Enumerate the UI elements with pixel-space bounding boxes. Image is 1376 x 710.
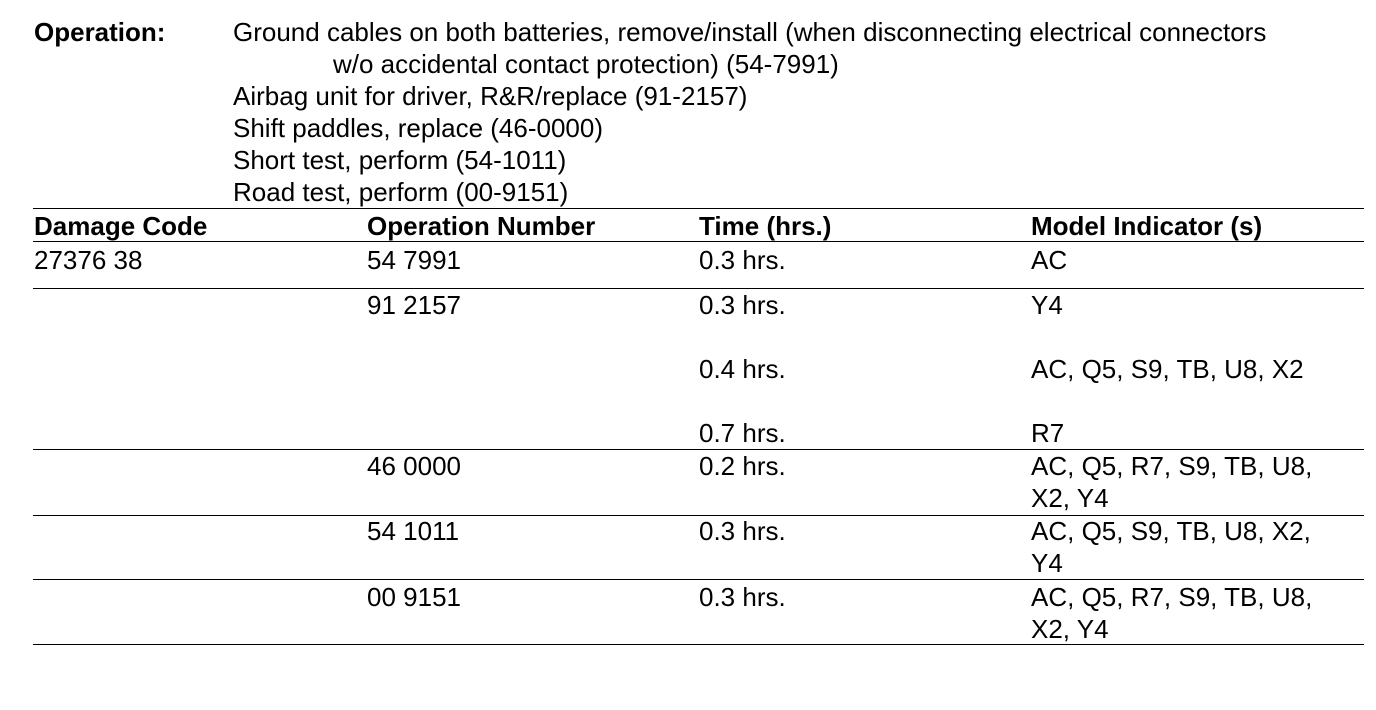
operation-number-value: 91 2157 [367, 290, 461, 320]
time-value: 0.4 hrs. [699, 354, 786, 384]
operation-line: Ground cables on both batteries, remove/install (when disconnecting electrical connectors [233, 17, 1267, 47]
model-indicator-value-continued: X2, Y4 [1031, 614, 1109, 644]
operation-list [233, 16, 1353, 208]
table-top-rule [33, 208, 1364, 209]
time-value: 0.7 hrs. [699, 418, 786, 448]
time-value: 0.3 hrs. [699, 290, 786, 320]
operation-line: Shift paddles, replace (46-0000) [233, 113, 604, 143]
operation-line: Airbag unit for driver, R&R/replace (91-2157) [233, 81, 748, 111]
header-damage-code: Damage Code [34, 211, 208, 241]
operation-number-value: 54 7991 [367, 245, 461, 275]
header-time: Time (hrs.) [699, 211, 832, 241]
model-indicator-value: AC, Q5, R7, S9, TB, U8, [1031, 582, 1313, 612]
model-indicator-value: AC, Q5, S9, TB, U8, X2 [1031, 354, 1304, 384]
damage-code-value: 27376 38 [34, 245, 143, 275]
time-value: 0.3 hrs. [699, 582, 786, 612]
operation-line-continuation: w/o accidental contact protection) (54-7991) [333, 49, 839, 79]
model-indicator-value: Y4 [1031, 290, 1063, 320]
row-divider [33, 579, 1364, 580]
model-indicator-value-continued: Y4 [1031, 548, 1063, 578]
operation-line: Road test, perform (00-9151) [233, 177, 569, 207]
time-value: 0.2 hrs. [699, 451, 786, 481]
operation-number-value: 00 9151 [367, 582, 461, 612]
operation-line: Short test, perform (54-1011) [233, 145, 567, 175]
model-indicator-value: R7 [1031, 418, 1065, 448]
header-operation-number: Operation Number [367, 211, 596, 241]
operation-number-value: 54 1011 [367, 516, 460, 546]
model-indicator-value-continued: X2, Y4 [1031, 483, 1109, 513]
header-model-indicator: Model Indicator (s) [1031, 211, 1263, 241]
time-value: 0.3 hrs. [699, 245, 786, 275]
model-indicator-value: AC [1031, 245, 1068, 275]
operation-number-value: 46 0000 [367, 451, 461, 481]
model-indicator-value: AC, Q5, R7, S9, TB, U8, [1031, 451, 1313, 481]
model-indicator-value: AC, Q5, S9, TB, U8, X2, [1031, 516, 1311, 546]
table-bottom-rule [33, 644, 1364, 645]
operation-label: Operation: [34, 17, 166, 47]
time-value: 0.3 hrs. [699, 516, 786, 546]
